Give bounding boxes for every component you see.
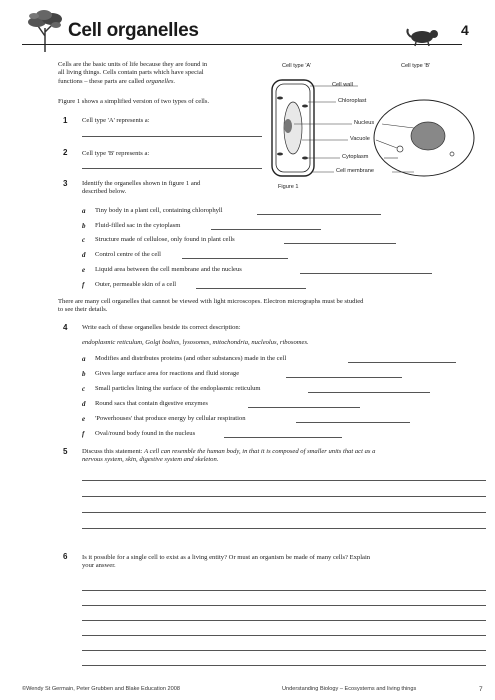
intro-line: Cells are the basic units of life because they are found in: [58, 61, 208, 68]
micro-line: There are many cell organelles that cannot be viewed with light microscopes. Electron micrographs must be studied: [58, 298, 364, 305]
q6-answer-line[interactable]: [82, 605, 486, 606]
q6-answer-line[interactable]: [82, 665, 486, 666]
q4-item-letter: d: [82, 400, 86, 408]
q3-item-text: Outer, permeable skin of a cell: [95, 281, 177, 288]
q3-item-letter: f: [82, 281, 85, 289]
q3-item-text: Structure made of cellulose, only found in plant cells: [95, 236, 235, 243]
q6-answer-line[interactable]: [82, 620, 486, 621]
cell-type-b-label: Cell type 'B': [401, 63, 431, 69]
q5-text: [82, 448, 482, 465]
label-vacuole: Vacuole: [350, 136, 370, 142]
q4-answer-line[interactable]: [348, 362, 456, 363]
q4-item-letter: e: [82, 415, 86, 423]
q3-line: described below.: [82, 188, 127, 196]
q6-answer-line[interactable]: [82, 590, 486, 591]
label-cell-wall: Cell wall: [332, 82, 353, 88]
label-nucleus: Nucleus: [354, 120, 375, 126]
header: [0, 0, 495, 60]
q4-answer-line[interactable]: [308, 392, 430, 393]
q3-item-text: Fluid-filled sac in the cytoplasm: [95, 222, 181, 229]
q1-number: 1: [63, 116, 68, 125]
q3-answer-line[interactable]: [300, 273, 432, 274]
q4-number: 4: [63, 323, 68, 332]
q4-text: Write each of these organelles beside its correct description:: [82, 324, 241, 331]
q2-number: 2: [63, 148, 68, 157]
q5-answer-line[interactable]: [82, 512, 486, 513]
cell-type-a-label: Cell type 'A': [282, 63, 312, 69]
intro-paragraph: [58, 61, 283, 86]
q4-item-text: Round sacs that contain digestive enzymes: [95, 400, 208, 407]
page-title: Cell organelles: [68, 20, 199, 41]
q2-answer-line[interactable]: [82, 168, 262, 169]
q3-answer-line[interactable]: [257, 214, 381, 215]
q4-organelle-list: endoplasmic reticulum, Golgi bodies, lysosomes, mitochondria, nucleolus, ribosomes.: [82, 339, 309, 346]
footer-copyright: ©Wendy St Germain, Peter Grubben and Blake Education 2008: [22, 686, 180, 692]
q4-answer-line[interactable]: [224, 437, 342, 438]
q3-answer-line[interactable]: [284, 243, 396, 244]
intro-line: all living things. Cells contain parts which have special: [58, 69, 204, 77]
q4-item-letter: a: [82, 355, 86, 363]
q4-item-text: Gives large surface area for reactions and fluid storage: [95, 370, 240, 377]
header-rule: [22, 44, 462, 45]
q3-answer-line[interactable]: [182, 258, 288, 259]
q3-text: [82, 180, 282, 197]
q3-item-letter: d: [82, 251, 86, 259]
q3-answer-line[interactable]: [196, 288, 306, 289]
q3-item-letter: b: [82, 222, 86, 230]
q6-line: Is it possible for a single cell to exist as a living entity? Or must an organism be made of many cells? Explain: [82, 554, 371, 561]
q6-number: 6: [63, 552, 68, 561]
q3-item-letter: e: [82, 266, 86, 274]
intro-emphasis: organelles.: [145, 77, 176, 85]
q4-item-text: 'Powerhouses' that produce energy by cellular respiration: [95, 415, 246, 422]
q4-item-text: Modifies and distributes proteins (and other substances) made in the cell: [95, 355, 287, 362]
q3-item-letter: a: [82, 207, 86, 215]
q3-item-text: Control centre of the cell: [95, 251, 161, 258]
q6-answer-line[interactable]: [82, 635, 486, 636]
q5-line: [82, 448, 482, 456]
q5-prefix: Discuss this statement:: [82, 448, 145, 455]
q6-answer-line[interactable]: [82, 650, 486, 651]
q3-item-text: Tiny body in a plant cell, containing chlorophyll: [95, 207, 223, 214]
q4-item-letter: b: [82, 370, 86, 378]
label-cell-membrane: Cell membrane: [336, 168, 374, 174]
footer-book-title: Understanding Biology – Ecosystems and living things: [282, 686, 417, 692]
q3-line: Identify the organelles shown in figure 1 and: [82, 180, 201, 187]
q5-number: 5: [63, 447, 68, 456]
q4-answer-line[interactable]: [296, 422, 410, 423]
q4-answer-line[interactable]: [248, 407, 360, 408]
intro-text: functions – these parts are called: [58, 77, 146, 85]
q4-answer-line[interactable]: [286, 377, 402, 378]
q5-quote-line: nervous system, skin, digestive system and skeleton.: [82, 456, 219, 464]
q3-number: 3: [63, 179, 68, 188]
q3-answer-line[interactable]: [211, 229, 321, 230]
q3-item-letter: c: [82, 236, 86, 244]
q1-answer-line[interactable]: [82, 136, 262, 137]
figure-1: [264, 58, 484, 198]
footer-page-number: 7: [479, 686, 483, 693]
q1-text: Cell type 'A' represents a:: [82, 117, 150, 124]
q2-text: Cell type 'B' represents a:: [82, 150, 150, 157]
tree-icon: [26, 6, 64, 52]
q4-item-text: Small particles lining the surface of the endoplasmic reticulum: [95, 385, 261, 392]
micro-line: to see their details.: [58, 306, 108, 314]
q4-item-letter: c: [82, 385, 86, 393]
q6-text: [82, 554, 487, 571]
q5-quote: A cell can resemble the human body, in that it is composed of smaller units that act as a: [144, 448, 376, 455]
q6-line: your answer.: [82, 562, 116, 570]
figure-caption: Figure 1: [278, 184, 299, 190]
animal-icon: [404, 27, 444, 47]
cell-diagram: [264, 58, 484, 198]
q5-answer-line[interactable]: [82, 528, 486, 529]
q3-item-text: Liquid area between the cell membrane and the nucleus: [95, 266, 242, 273]
page-number: 4: [461, 22, 469, 38]
figure-reference: Figure 1 shows a simplified version of two types of cells.: [58, 98, 210, 105]
q5-answer-line[interactable]: [82, 496, 486, 497]
micro-paragraph: [58, 298, 488, 315]
label-chloroplast: Chloroplast: [338, 98, 367, 104]
q4-item-letter: f: [82, 430, 85, 438]
label-cytoplasm: Cytoplasm: [342, 154, 369, 160]
q5-answer-line[interactable]: [82, 480, 486, 481]
q4-item-text: Oval/round body found in the nucleus: [95, 430, 196, 437]
intro-line: [58, 78, 283, 86]
